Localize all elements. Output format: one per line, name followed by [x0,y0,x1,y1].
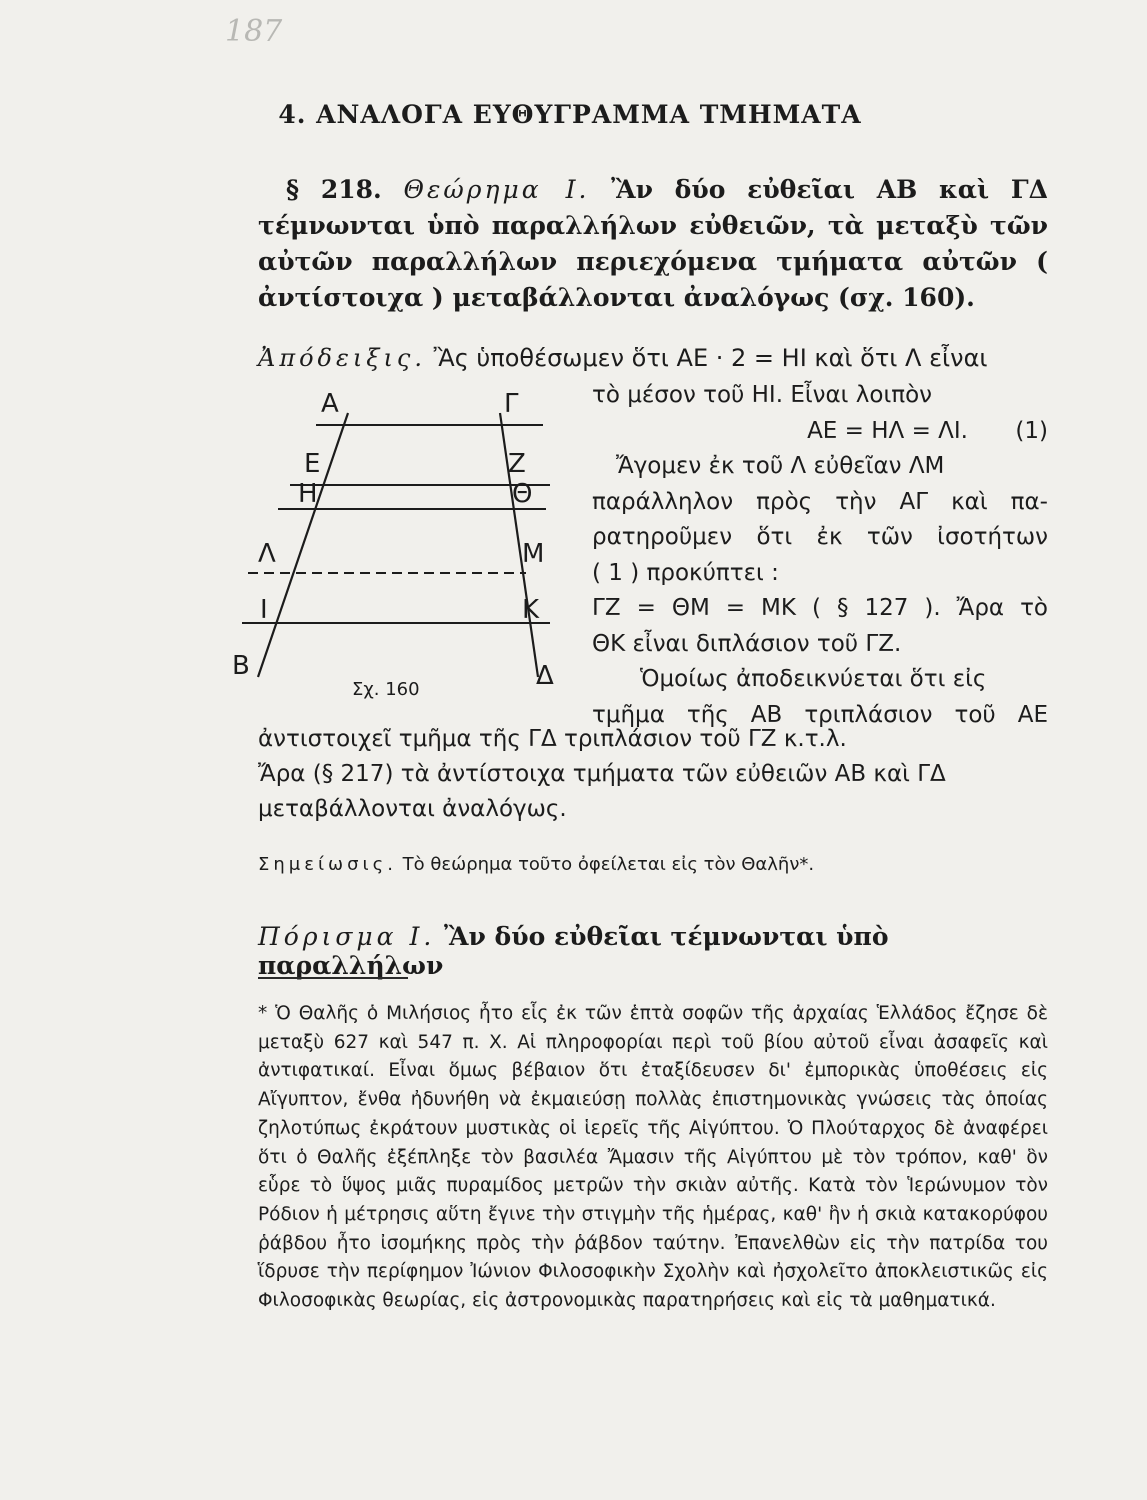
corollary-text: Ἂν δύο εὐθεῖαι τέμνωνται ὑπὸ παραλλήλων [258,922,889,980]
proof-conclusion-line: ἀντιστοιχεῖ τμῆμα τῆς ΓΔ τριπλάσιον τοῦ ΓΖ κ.τ.λ. [258,726,847,752]
label-delta: Δ [536,661,554,691]
label-iota: Ι [260,595,268,625]
proof-line: ΘΚ εἶναι διπλάσιον τοῦ ΓΖ. [592,630,902,657]
note-paragraph [258,854,1048,875]
equation-1-text: ΑΕ = ΗΛ = ΛΙ. [807,417,968,444]
label-zeta: Ζ [508,449,526,479]
label-kappa: Κ [522,595,540,625]
proof-line: ΓΖ = ΘΜ = ΜΚ ( § 127 ). Ἄρα τὸ [592,595,1048,621]
corollary-label: Πόρισμα Ι. [258,922,436,951]
theorem-text: Ἂν δύο εὐθεῖαι ΑΒ καὶ ΓΔ τέμνωνται ὑπὸ παραλλήλων εὐθειῶν, τὰ μεταξὺ τῶν αὐτῶν παραλλήλων περιεχόμενα τμήματα αὐτῶν ( ἀντίστοιχα ) μεταβάλλονται ἀναλόγως (σχ. 160). [258,175,1048,312]
theorem-section: § 218. [286,175,382,204]
footnote-text: * Ὁ Θαλῆς ὁ Μιλήσιος ἦτο εἷς ἐκ τῶν ἑπτὰ σοφῶν τῆς ἀρχαίας Ἑλλάδος ἔζησε δὲ μεταξὺ 627 καὶ 547 π. Χ. Αἱ πληροφορίαι περὶ τοῦ βίου αὐτοῦ εἶναι ἀσαφεῖς καὶ ἀντιφατικαί. Εἶναι ὅμως βέβαιον ὅτι ἐταξίδευσεν δι' ἐμπορικὰς ὑποθέσεις εἰς Αἴγυπτον, ἔνθα ἠδυνήθη νὰ ἐκμαιεύσῃ πολλὰς ἐπιστημονικὰς γνώσεις τὰς ὁποίας ζηλοτύπως ἐκράτουν μυστικὰς οἱ ἱερεῖς τῆς Αἰγύπτου. Ὁ Πλούταρχος δὲ ἀναφέρει ὅτι ὁ Θαλῆς ἐξέπληξε τὸν βασιλέα Ἄμασιν τῆς Αἰγύπτου μὲ τὸν τρόπον, καθ' ὃν εὗρε τὸ ὕψος μιᾶς πυραμίδος μετρῶν τὴν σκιὰν αὐτῆς. Κατὰ τὸν Ἱερώνυμον τὸν Ρόδιον ἡ μέτρησις αὕτη ἔγινε τὴν στιγμὴν τῆς ἡμέρας, καθ' ἣν ἡ σκιὰ κατακορύφου ῥάβδου ἦτο ἰσομήκης πρὸς τὴν ῥάβδον ταύτην. Ἐπανελθὼν εἰς τὴν πατρίδα του ἵδρυσε τὴν περίφημον Ἰώνιον Φιλοσοφικὴν Σχολὴν καὶ ἠσχολεῖτο ἀποκλειστικῶς εἰς Φιλοσοφικὰς θεωρίας, εἰς ἀστρονομικὰς παρατηρήσεις καὶ εἰς τὰ μαθηματικά. [258,1003,1048,1312]
note-text: Τὸ θεώρημα τοῦτο ὀφείλεται εἰς τὸν Θαλῆν*. [402,854,815,875]
equation-1-number: (1) [1015,417,1048,444]
label-theta: Θ [512,479,533,509]
label-lambda: Λ [258,539,276,569]
proof-conclusion-line: μεταβάλλονται ἀναλόγως. [258,796,567,822]
proof-heading-line [258,340,1048,376]
proof-line: παράλληλον πρὸς τὴν ΑΓ καὶ πα- [592,488,1048,515]
proof-line [592,449,1048,485]
proof-line: τὸ μέσον τοῦ ΗΙ. Εἶναι λοιπὸν [592,382,932,408]
label-alpha: Α [321,389,339,419]
proof-conclusion-line: Ἄρα (§ 217) τὰ ἀντίστοιχα τμήματα τῶν εὐθειῶν ΑΒ καὶ ΓΔ [258,761,946,787]
label-beta: Β [232,651,250,681]
proof-conclusion [258,722,1048,827]
proof-line: ( 1 ) προκύπτει : [592,559,779,586]
chapter-title: 4. ΑΝΑΛΟΓΑ ΕΥΘΥΓΡΑΜΜΑ ΤΜΗΜΑΤΑ [278,100,862,129]
theorem-label: Θεώρημα Ι. [403,175,590,204]
proof-equation-1 [592,414,1048,450]
theorem-paragraph [258,172,1048,316]
footnote [258,1000,1048,1316]
figure-caption: Σχ. 160 [352,679,420,700]
proof-line [592,662,1048,698]
corollary-paragraph [258,922,1048,980]
figure-160 [228,385,588,705]
proof-label: Ἀπόδειξις. [258,344,426,372]
proof-line: τμῆμα τῆς ΑΒ τριπλάσιον τοῦ ΑΕ [592,701,1048,728]
proof-intro: Ἂς ὑποθέσωμεν ὅτι ΑΕ · 2 = ΗΙ καὶ ὅτι Λ εἶναι [433,344,988,372]
label-mu: Μ [522,539,545,569]
proof-line: ρατηροῦμεν ὅτι ἐκ τῶν ἰσοτήτων [592,524,1048,550]
proof-line-text: Ἄγομεν ἐκ τοῦ Λ εὐθεῖαν ΛΜ [616,453,945,479]
proof-right-column [592,378,1048,733]
label-gamma: Γ [504,389,519,419]
page-number: 187 [225,14,283,49]
label-epsilon: Ε [304,449,321,479]
footnote-divider [258,977,408,979]
note-label: Σημείωσις. [258,854,397,875]
proof-line-text: Ὁμοίως ἀποδεικνύεται ὅτι εἰς [640,666,987,692]
label-eta: Η [298,479,318,509]
